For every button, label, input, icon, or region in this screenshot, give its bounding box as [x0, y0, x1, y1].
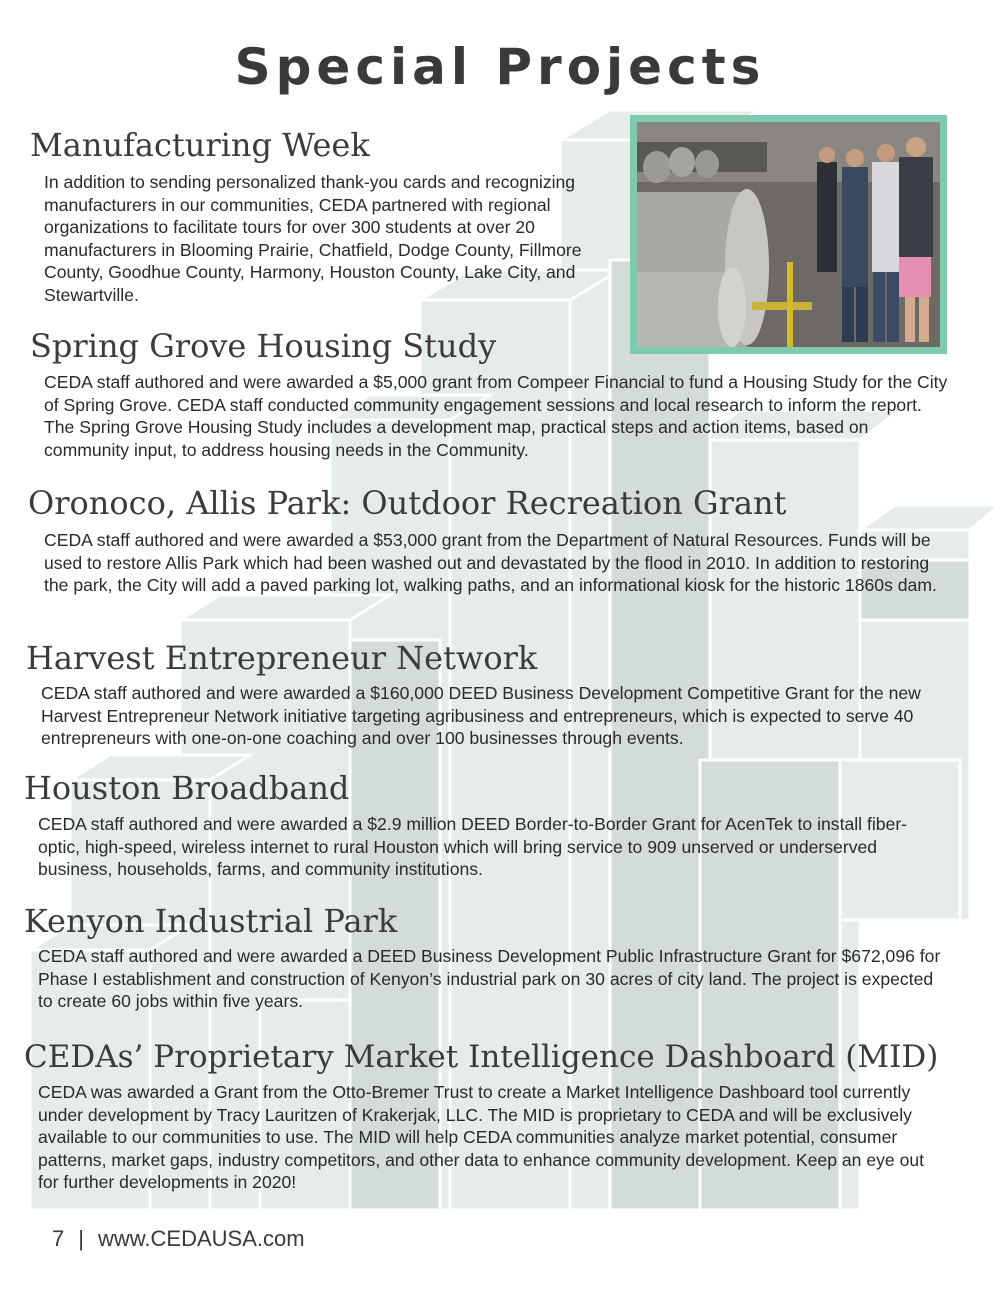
- section-harvest-entrepreneur-network: [26, 639, 951, 750]
- section-body: CEDA staff authored and were awarded a $53,000 grant from the Department of Natural Resources. Funds will be used to restore Allis Park which had been washed out and devastated by the flood in 2010. In addition to restoring the park, the City will add a paved parking lot, walking paths, and an informational kiosk for the historic 1860s dam.: [44, 530, 937, 596]
- section-heading: Manufacturing Week: [30, 126, 370, 164]
- page-number: 7: [52, 1226, 65, 1251]
- section-kenyon-industrial-park: [24, 902, 949, 1013]
- footer-separator: |: [78, 1226, 84, 1251]
- website-link[interactable]: www.CEDAUSA.com: [97, 1226, 305, 1251]
- section-market-intelligence-dashboard: [24, 1038, 964, 1194]
- section-heading: Houston Broadband: [24, 769, 350, 807]
- section-spring-grove-housing-study: [30, 327, 950, 461]
- section-body: CEDA staff authored and were awarded a $5,000 grant from Compeer Financial to fund a Housing Study for the City of Spring Grove. CEDA staff conducted community engagement sessions and local research to inform the report. The Spring Grove Housing Study includes a development map, practical steps and action items, based on community input, to address housing needs in the Community.: [44, 372, 948, 460]
- section-heading: Oronoco, Allis Park: Outdoor Recreation Grant: [28, 484, 787, 522]
- section-body: In addition to sending personalized thank-you cards and recognizing manufacturers in our communities, CEDA partnered with regional organizations to facilitate tours for over 300 students at over 20 manufacturers in Blooming Prairie, Chatfield, Dodge County, Fillmore County, Goodhue County, Harmony, Houston County, Lake City, and Stewartville.: [44, 172, 582, 305]
- section-heading: Harvest Entrepreneur Network: [26, 639, 538, 677]
- section-oronoco-allis-park: [28, 484, 948, 597]
- section-body: CEDA staff authored and were awarded a $2.9 million DEED Border-to-Border Grant for AcenTek to install fiber-optic, high-speed, wireless internet to rural Houston which will bring service to 909 unserved or underserved business, households, farms, and community institutions.: [38, 814, 908, 880]
- section-body: CEDA staff authored and were awarded a $160,000 DEED Business Development Competitive Grant for the new Harvest Entrepreneur Network initiative targeting agribusiness and entrepreneurs, which is expected to serve 40 entrepreneurs with one-on-one coaching and over 100 businesses through events.: [41, 683, 921, 749]
- section-heading: Kenyon Industrial Park: [24, 902, 398, 940]
- section-houston-broadband: [24, 769, 949, 881]
- factory-tour-photo: [637, 122, 940, 347]
- section-heading: CEDAs’ Proprietary Market Intelligence Dashboard (MID): [24, 1039, 939, 1075]
- section-manufacturing-week: [30, 126, 620, 307]
- section-body: CEDA was awarded a Grant from the Otto-Bremer Trust to create a Market Intelligence Dashboard tool currently under development by Tracy Lauritzen of Krakerjak, LLC. The MID is proprietary to CEDA and will be exclusively available to our communities to use. The MID will help CEDA communities analyze market potential, consumer patterns, market gaps, industry competitors, and other data to enhance community development. Keep an eye out for further developments in 2020!: [38, 1082, 925, 1193]
- photo-frame: [630, 115, 947, 354]
- section-heading: Spring Grove Housing Study: [30, 327, 497, 365]
- section-body: CEDA staff authored and were awarded a DEED Business Development Public Infrastructure Grant for $672,096 for Phase I establishment and construction of Kenyon’s industrial park on 30 acres of city land. The project is expected to create 60 jobs within five years.: [38, 946, 941, 1012]
- page-footer: [52, 1226, 305, 1252]
- page-title: Special Projects: [234, 38, 766, 96]
